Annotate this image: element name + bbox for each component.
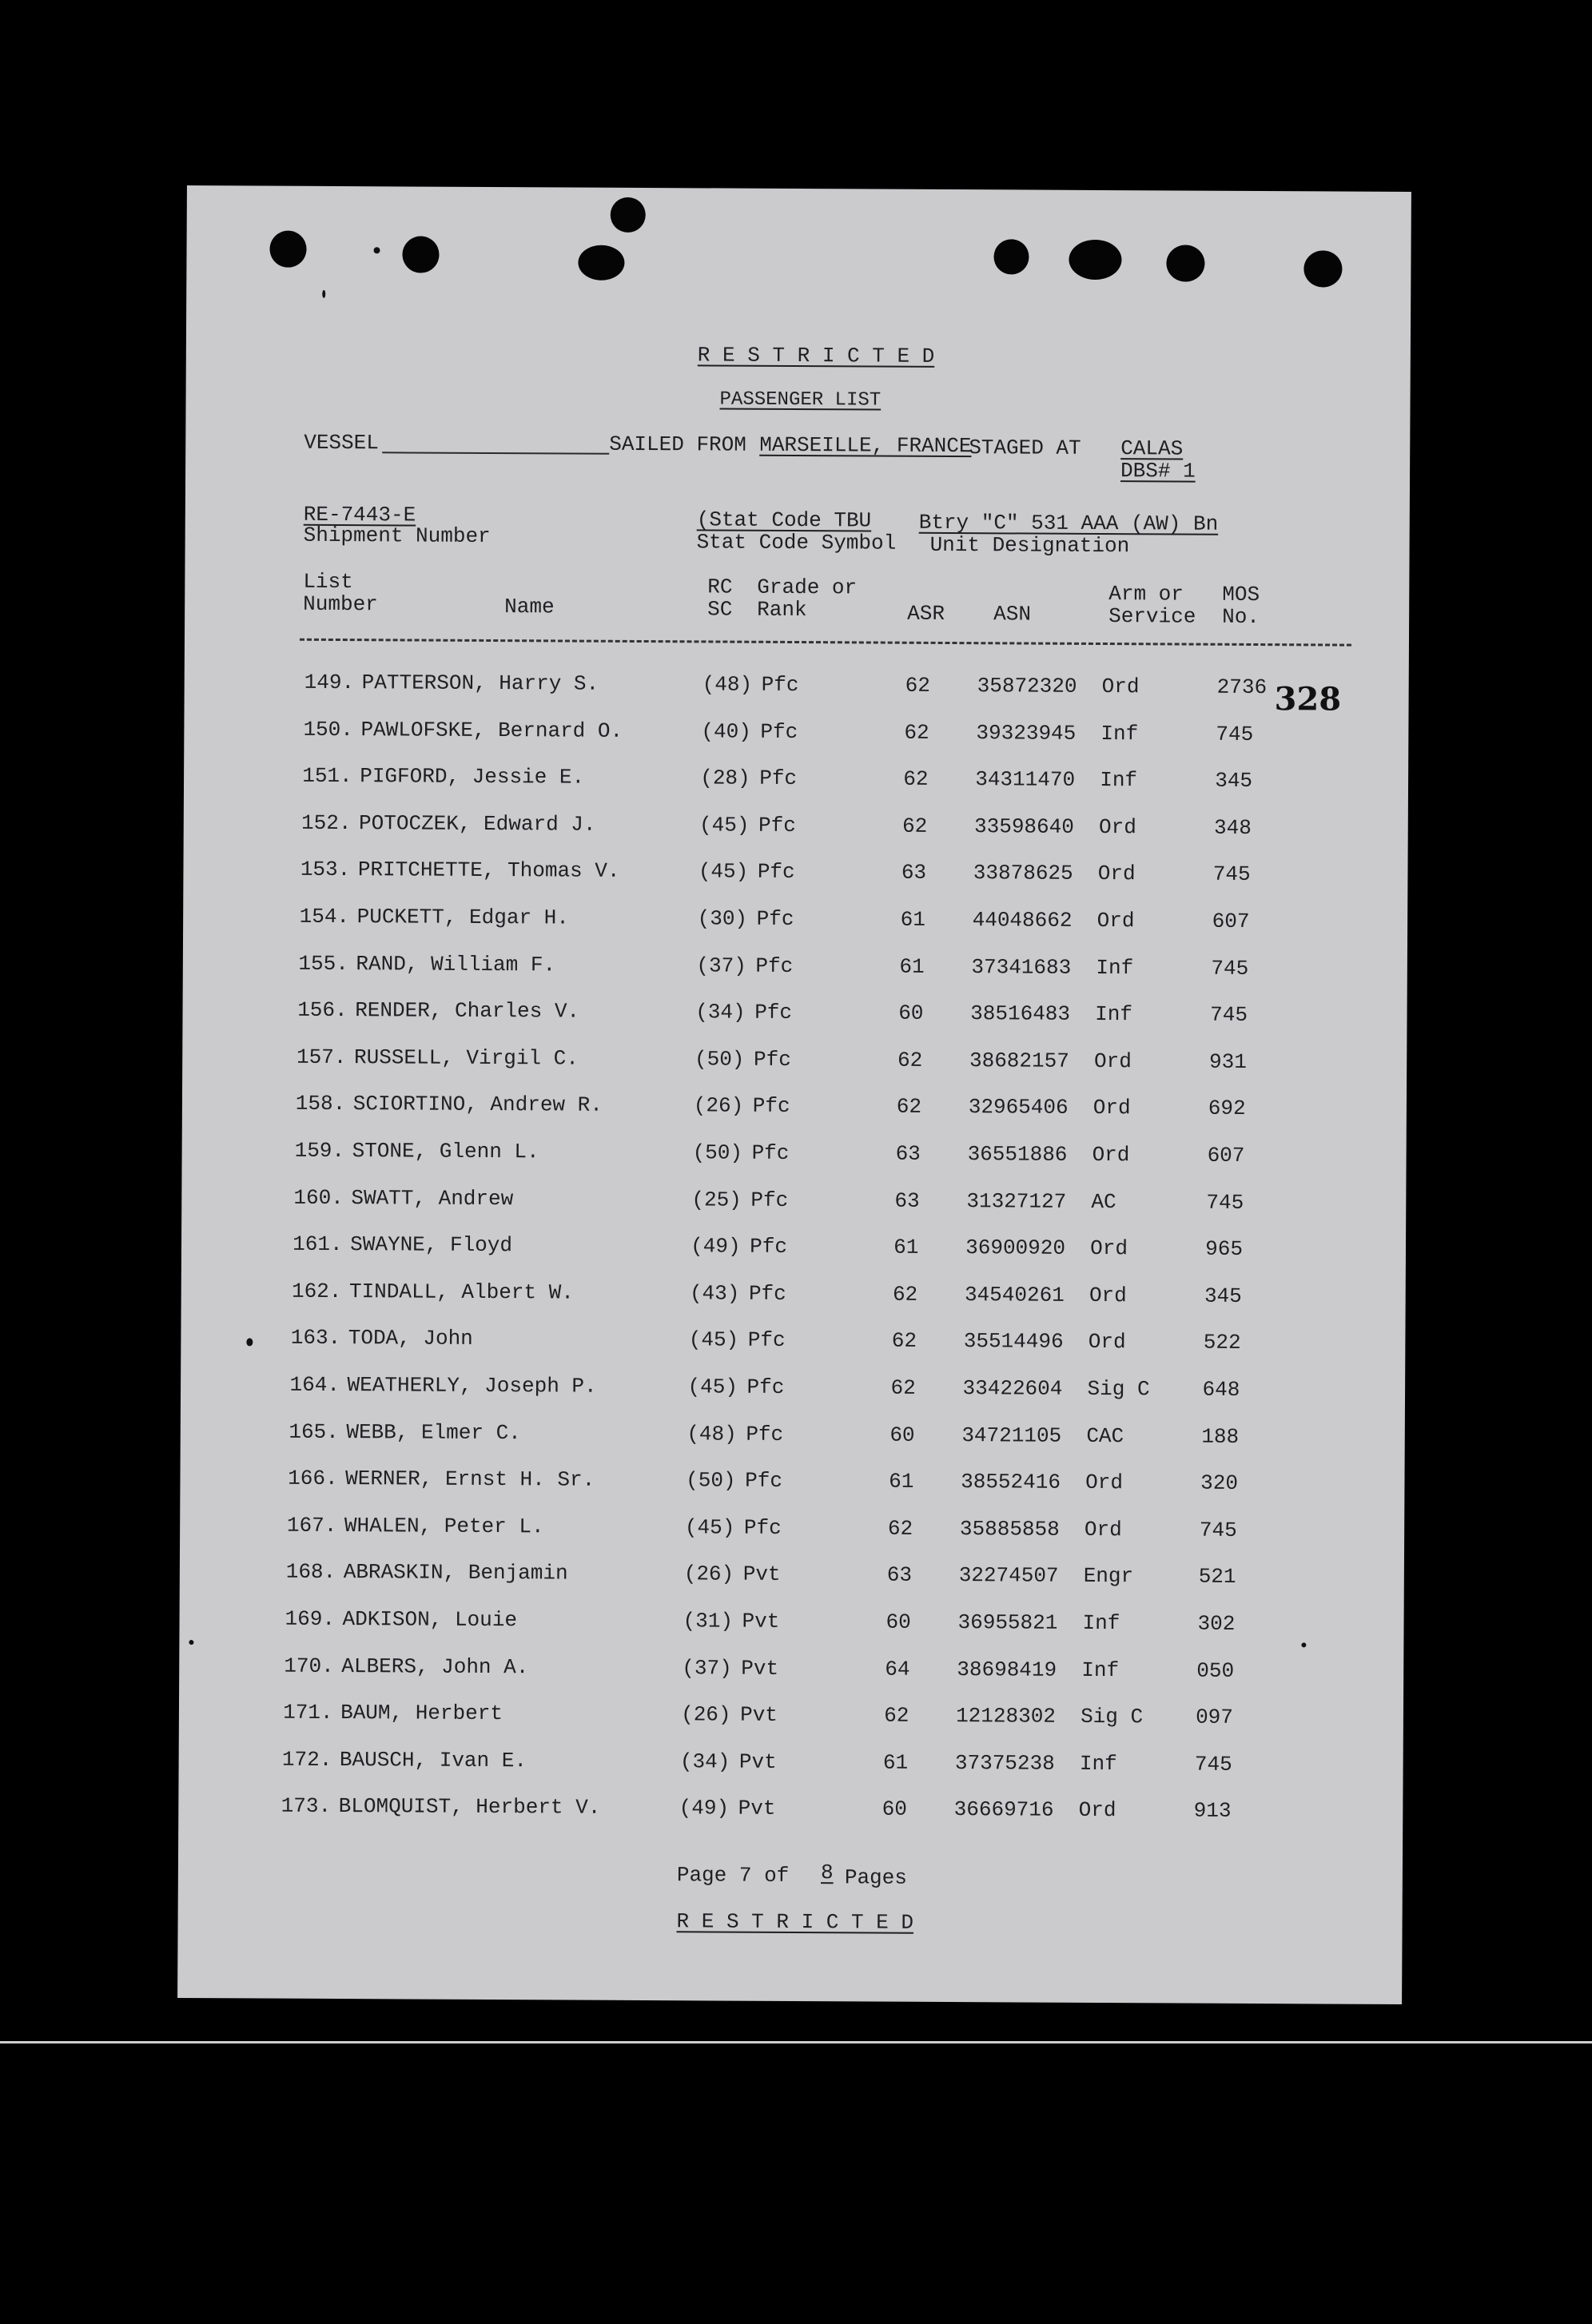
cell-rc: (48) bbox=[687, 1421, 737, 1447]
cell-grade: Pfc bbox=[745, 1468, 783, 1494]
page-count-suffix: Pages bbox=[844, 1865, 907, 1890]
cell-asr: 62 bbox=[884, 1703, 909, 1728]
cell-num: 165. bbox=[289, 1419, 339, 1444]
cell-name: POTOCZEK, Edward J. bbox=[358, 810, 596, 837]
cell-num: 153. bbox=[300, 858, 351, 882]
punch-hole bbox=[1303, 250, 1342, 287]
speck bbox=[322, 290, 325, 298]
punch-hole bbox=[993, 239, 1029, 274]
cell-name: ADKISON, Louie bbox=[342, 1607, 518, 1633]
cell-rc: (30) bbox=[697, 906, 748, 931]
punch-hole bbox=[402, 236, 439, 273]
cell-asr: 62 bbox=[892, 1282, 918, 1307]
cell-grade: Pfc bbox=[753, 1047, 791, 1072]
table-row bbox=[181, 1185, 1406, 1216]
cell-asr: 62 bbox=[905, 673, 930, 698]
cell-rc: (26) bbox=[681, 1702, 731, 1727]
cell-num: 155. bbox=[298, 951, 348, 976]
table-row bbox=[179, 1653, 1403, 1684]
staged-at-label: STAGED AT bbox=[969, 436, 1081, 460]
cell-asn: 34721105 bbox=[961, 1423, 1062, 1448]
cell-arm: Ord bbox=[1093, 1049, 1132, 1074]
sailed-from-value: MARSEILLE, FRANCE bbox=[759, 432, 972, 459]
punch-hole bbox=[611, 197, 646, 233]
cell-asr: 62 bbox=[887, 1516, 913, 1541]
table-row bbox=[181, 1372, 1405, 1403]
cell-mos: 521 bbox=[1198, 1565, 1236, 1590]
cell-asn: 31327127 bbox=[966, 1188, 1067, 1214]
cell-grade: Pvt bbox=[740, 1702, 778, 1728]
punch-hole bbox=[578, 245, 624, 281]
scanner-edge-line bbox=[0, 2041, 1592, 2043]
col-rc: RC bbox=[707, 575, 733, 599]
vessel-label: VESSEL bbox=[304, 430, 379, 456]
punch-hole bbox=[269, 231, 306, 268]
cell-asr: 63 bbox=[894, 1188, 920, 1213]
cell-grade: Pfc bbox=[756, 906, 794, 931]
cell-grade: Pfc bbox=[759, 766, 798, 791]
cell-arm: Ord bbox=[1092, 1142, 1130, 1168]
cell-name: PAWLOFSKE, Bernard O. bbox=[360, 717, 623, 743]
cell-grade: Pfc bbox=[754, 1000, 793, 1025]
cell-num: 160. bbox=[293, 1185, 344, 1210]
vessel-blank-line bbox=[382, 452, 609, 454]
table-row bbox=[179, 1606, 1403, 1637]
cell-name: SWATT, Andrew bbox=[351, 1185, 514, 1211]
cell-rc: (45) bbox=[688, 1327, 739, 1353]
cell-asr: 62 bbox=[890, 1375, 916, 1400]
stat-code-label: Stat Code Symbol bbox=[696, 530, 897, 555]
cell-arm: Inf bbox=[1082, 1610, 1120, 1636]
col-mos-no: No. bbox=[1222, 604, 1260, 630]
cell-num: 163. bbox=[290, 1326, 341, 1351]
cell-arm: Ord bbox=[1088, 1330, 1126, 1355]
table-row bbox=[184, 810, 1408, 841]
cell-asr: 61 bbox=[882, 1750, 909, 1775]
col-asn: ASN bbox=[993, 602, 1032, 627]
cell-arm: Ord bbox=[1085, 1470, 1124, 1495]
table-row bbox=[182, 1138, 1407, 1168]
cell-num: 164. bbox=[289, 1372, 340, 1398]
table-row bbox=[182, 997, 1407, 1028]
speck bbox=[189, 1640, 193, 1645]
cell-grade: Pvt bbox=[742, 1562, 781, 1587]
cell-mos: 745 bbox=[1199, 1518, 1237, 1542]
page-title: PASSENGER LIST bbox=[719, 388, 882, 412]
cell-num: 167. bbox=[286, 1513, 337, 1538]
cell-asn: 32965406 bbox=[968, 1095, 1069, 1120]
cell-mos: 745 bbox=[1194, 1752, 1232, 1777]
table-row bbox=[184, 763, 1408, 794]
cell-grade: Pfc bbox=[758, 813, 796, 838]
cell-asn: 38552416 bbox=[961, 1470, 1061, 1494]
cell-grade: Pfc bbox=[743, 1515, 782, 1540]
cell-num: 151. bbox=[302, 763, 352, 789]
table-row bbox=[181, 1325, 1405, 1355]
cell-mos: 931 bbox=[1208, 1049, 1247, 1074]
staged-at-value: CALAS bbox=[1120, 436, 1184, 461]
cell-asr: 60 bbox=[898, 1001, 924, 1026]
cell-name: ALBERS, John A. bbox=[341, 1653, 529, 1679]
cell-num: 172. bbox=[281, 1747, 332, 1772]
cell-name: STONE, Glenn L. bbox=[352, 1139, 539, 1164]
speck bbox=[1301, 1642, 1306, 1647]
table-row bbox=[183, 951, 1407, 981]
cell-asr: 62 bbox=[896, 1095, 922, 1120]
cell-name: TINDALL, Albert W. bbox=[348, 1279, 574, 1305]
table-row bbox=[181, 1232, 1406, 1262]
cell-mos: 345 bbox=[1215, 768, 1253, 794]
cell-name: PRITCHETTE, Thomas V. bbox=[357, 858, 620, 884]
cell-arm: CAC bbox=[1086, 1423, 1124, 1448]
cell-arm: Inf bbox=[1096, 955, 1134, 980]
table-row bbox=[182, 1045, 1407, 1075]
cell-name: ABRASKIN, Benjamin bbox=[343, 1560, 568, 1586]
cell-rc: (31) bbox=[683, 1609, 734, 1634]
table-row bbox=[184, 717, 1408, 747]
col-number: Number bbox=[303, 591, 378, 617]
cell-asn: 44048662 bbox=[972, 908, 1073, 933]
cell-mos: 913 bbox=[1193, 1799, 1232, 1824]
cell-rc: (45) bbox=[698, 813, 750, 838]
cell-rc: (45) bbox=[698, 859, 749, 885]
cell-grade: Pvt bbox=[738, 1749, 777, 1774]
cell-grade: Pfc bbox=[746, 1375, 785, 1399]
cell-asr: 62 bbox=[901, 814, 928, 838]
cell-rc: (40) bbox=[701, 718, 751, 744]
dbs-number: DBS# 1 bbox=[1120, 459, 1196, 484]
cell-mos: 348 bbox=[1213, 815, 1252, 840]
cell-rc: (37) bbox=[696, 953, 746, 978]
cell-mos: 745 bbox=[1212, 862, 1251, 887]
cell-num: 159. bbox=[294, 1138, 345, 1164]
cell-mos: 965 bbox=[1205, 1236, 1244, 1262]
col-arm: Arm or bbox=[1108, 582, 1184, 607]
cell-asn: 36551886 bbox=[967, 1142, 1068, 1167]
table-row bbox=[185, 670, 1409, 700]
cell-num: 158. bbox=[295, 1092, 346, 1116]
cell-asn: 38698419 bbox=[957, 1657, 1057, 1682]
cell-arm: Ord bbox=[1084, 1517, 1122, 1542]
cell-arm: Inf bbox=[1100, 768, 1138, 793]
cell-mos: 745 bbox=[1206, 1190, 1244, 1215]
cell-grade: Pfc bbox=[757, 860, 795, 885]
cell-grade: Pfc bbox=[755, 953, 794, 978]
document-page bbox=[177, 185, 1411, 2004]
cell-arm: AC bbox=[1091, 1189, 1116, 1214]
cell-name: SCIORTINO, Andrew R. bbox=[352, 1092, 603, 1118]
cell-mos: 648 bbox=[1202, 1377, 1240, 1402]
cell-asn: 35872320 bbox=[977, 674, 1077, 698]
cell-num: 152. bbox=[300, 810, 352, 835]
unit-designation: Btry "C" 531 AAA (AW) Bn bbox=[918, 510, 1219, 536]
cell-asr: 64 bbox=[885, 1657, 910, 1681]
cell-name: RENDER, Charles V. bbox=[355, 998, 580, 1024]
cell-asr: 62 bbox=[904, 720, 929, 745]
cell-mos: 320 bbox=[1200, 1470, 1239, 1496]
cell-asn: 32274507 bbox=[958, 1563, 1059, 1589]
cell-asn: 33878625 bbox=[973, 861, 1073, 886]
cell-arm: Ord bbox=[1089, 1283, 1127, 1307]
cell-grade: Pfc bbox=[750, 1234, 788, 1259]
cell-rc: (45) bbox=[687, 1375, 738, 1399]
col-asr: ASR bbox=[907, 601, 945, 626]
cell-arm: Engr bbox=[1083, 1564, 1134, 1589]
cell-rc: (25) bbox=[691, 1187, 742, 1212]
cell-mos: 2736 bbox=[1216, 675, 1268, 700]
cell-arm: Ord bbox=[1093, 1096, 1131, 1120]
cell-asr: 61 bbox=[889, 1469, 914, 1494]
cell-asn: 34311470 bbox=[975, 767, 1076, 793]
shipment-number-label: Shipment Number bbox=[303, 523, 491, 548]
cell-grade: Pfc bbox=[760, 719, 798, 744]
stat-code: (Stat Code TBU bbox=[696, 507, 872, 533]
cell-num: 170. bbox=[284, 1653, 334, 1678]
cell-asr: 63 bbox=[901, 861, 927, 885]
cell-asn: 39323945 bbox=[976, 720, 1077, 746]
cell-num: 154. bbox=[299, 904, 350, 929]
cell-asn: 33422604 bbox=[962, 1376, 1063, 1401]
cell-asn: 37341683 bbox=[971, 954, 1072, 980]
cell-arm: Ord bbox=[1078, 1798, 1116, 1823]
cell-grade: Pfc bbox=[750, 1188, 789, 1212]
cell-name: BAUSCH, Ivan E. bbox=[339, 1747, 527, 1773]
cell-rc: (28) bbox=[700, 766, 750, 790]
classification-top: R E S T R I C T E D bbox=[697, 343, 935, 368]
cell-mos: 522 bbox=[1203, 1331, 1241, 1355]
col-mos: MOS bbox=[1222, 582, 1260, 607]
cell-name: SWAYNE, Floyd bbox=[350, 1232, 513, 1258]
cell-asr: 62 bbox=[903, 766, 929, 792]
cell-num: 169. bbox=[285, 1606, 336, 1631]
cell-grade: Pfc bbox=[751, 1140, 790, 1165]
punch-hole bbox=[1069, 240, 1121, 280]
cell-mos: 607 bbox=[1207, 1143, 1245, 1168]
table-row bbox=[179, 1747, 1403, 1777]
cell-asn: 37375238 bbox=[954, 1750, 1055, 1776]
stamp-number: 328 bbox=[1274, 680, 1342, 718]
table-row bbox=[180, 1466, 1404, 1496]
cell-name: BLOMQUIST, Herbert V. bbox=[338, 1794, 601, 1821]
cell-name: PUCKETT, Edgar H. bbox=[356, 905, 569, 930]
cell-grade: Pvt bbox=[741, 1656, 779, 1681]
cell-rc: (50) bbox=[686, 1468, 736, 1493]
cell-name: WERNER, Ernst H. Sr. bbox=[345, 1466, 595, 1492]
cell-asn: 12128302 bbox=[956, 1704, 1057, 1729]
cell-num: 173. bbox=[281, 1794, 332, 1819]
cell-num: 171. bbox=[283, 1700, 333, 1725]
cell-asr: 62 bbox=[897, 1048, 923, 1072]
cell-mos: 188 bbox=[1201, 1424, 1240, 1449]
cell-asr: 61 bbox=[894, 1235, 919, 1260]
cell-num: 162. bbox=[291, 1279, 342, 1303]
table-row bbox=[180, 1513, 1404, 1543]
page-count-total: 8 bbox=[821, 1860, 834, 1885]
cell-asr: 63 bbox=[886, 1563, 913, 1588]
cell-asr: 62 bbox=[891, 1329, 917, 1354]
header-divider bbox=[300, 639, 1351, 647]
col-rank: Rank bbox=[757, 597, 807, 623]
cell-num: 150. bbox=[303, 717, 353, 742]
cell-num: 157. bbox=[296, 1045, 347, 1069]
cell-asn: 33598640 bbox=[973, 814, 1074, 839]
col-list: List bbox=[303, 569, 353, 595]
cell-name: PIGFORD, Jessie E. bbox=[360, 764, 585, 790]
shipment-number: RE-7443-E bbox=[303, 502, 416, 527]
cell-grade: Pfc bbox=[761, 672, 799, 698]
cell-asn: 36669716 bbox=[953, 1797, 1054, 1823]
page-count-prefix: Page 7 of bbox=[676, 1863, 790, 1888]
cell-asr: 63 bbox=[895, 1141, 921, 1166]
cell-name: WHALEN, Peter L. bbox=[344, 1513, 544, 1539]
cell-asr: 61 bbox=[900, 907, 925, 932]
cell-name: PATTERSON, Harry S. bbox=[361, 671, 599, 696]
cell-name: WEBB, Elmer C. bbox=[346, 1419, 521, 1445]
table-row bbox=[182, 1091, 1407, 1121]
cell-num: 161. bbox=[293, 1232, 343, 1257]
cell-rc: (50) bbox=[694, 1047, 745, 1072]
cell-asn: 34540261 bbox=[964, 1282, 1065, 1307]
cell-mos: 097 bbox=[1196, 1705, 1234, 1730]
cell-mos: 050 bbox=[1196, 1658, 1235, 1683]
cell-rc: (49) bbox=[691, 1234, 741, 1259]
speck bbox=[374, 247, 380, 253]
col-name: Name bbox=[504, 595, 555, 619]
cell-num: 166. bbox=[288, 1466, 338, 1491]
cell-arm: Ord bbox=[1098, 814, 1136, 840]
cell-num: 156. bbox=[297, 997, 348, 1023]
cell-arm: Inf bbox=[1079, 1751, 1117, 1776]
cell-mos: 607 bbox=[1212, 909, 1250, 933]
cell-rc: (50) bbox=[692, 1140, 743, 1165]
col-sc: SC bbox=[707, 597, 733, 622]
cell-name: RAND, William F. bbox=[356, 951, 556, 977]
table-row bbox=[180, 1559, 1404, 1590]
cell-mos: 345 bbox=[1204, 1283, 1242, 1308]
cell-asn: 38516483 bbox=[970, 1001, 1071, 1026]
cell-mos: 745 bbox=[1210, 1002, 1248, 1028]
cell-asn: 35514496 bbox=[963, 1329, 1064, 1355]
cell-asn: 38682157 bbox=[969, 1048, 1069, 1073]
cell-grade: Pvt bbox=[742, 1609, 780, 1634]
cell-rc: (26) bbox=[683, 1562, 734, 1587]
cell-grade: Pvt bbox=[738, 1797, 776, 1821]
cell-grade: Pfc bbox=[748, 1281, 786, 1306]
classification-bottom: R E S T R I C T E D bbox=[676, 1909, 914, 1935]
cell-arm: Ord bbox=[1096, 908, 1135, 933]
cell-name: BAUM, Herbert bbox=[340, 1701, 503, 1726]
cell-arm: Sig C bbox=[1081, 1705, 1144, 1729]
cell-rc: (34) bbox=[679, 1749, 730, 1774]
cell-rc: (37) bbox=[682, 1655, 732, 1681]
cell-arm: Ord bbox=[1101, 675, 1140, 699]
cell-arm: Inf bbox=[1100, 721, 1139, 746]
cell-mos: 745 bbox=[1211, 956, 1249, 981]
table-row bbox=[181, 1419, 1405, 1450]
table-row bbox=[183, 904, 1407, 934]
cell-asr: 60 bbox=[886, 1610, 911, 1634]
cell-arm: Inf bbox=[1081, 1657, 1120, 1682]
cell-rc: (26) bbox=[693, 1093, 744, 1119]
col-grade: Grade or bbox=[757, 575, 858, 600]
cell-arm: Inf bbox=[1095, 1002, 1133, 1027]
cell-rc: (45) bbox=[684, 1515, 735, 1540]
col-service: Service bbox=[1108, 604, 1196, 629]
cell-asr: 60 bbox=[890, 1423, 915, 1447]
punch-hole bbox=[1166, 245, 1204, 281]
table-row bbox=[179, 1700, 1403, 1730]
cell-name: TODA, John bbox=[348, 1326, 473, 1351]
cell-num: 168. bbox=[285, 1560, 336, 1585]
cell-mos: 692 bbox=[1208, 1096, 1246, 1121]
unit-designation-label: Unit Designation bbox=[929, 532, 1130, 559]
cell-grade: Pfc bbox=[746, 1422, 784, 1447]
cell-asn: 36955821 bbox=[957, 1610, 1058, 1635]
cell-arm: Ord bbox=[1097, 862, 1136, 886]
cell-asn: 35885858 bbox=[959, 1516, 1060, 1542]
cell-mos: 745 bbox=[1216, 722, 1254, 746]
cell-rc: (43) bbox=[689, 1281, 740, 1306]
table-row bbox=[181, 1279, 1406, 1309]
cell-rc: (34) bbox=[695, 1000, 746, 1025]
cell-rc: (49) bbox=[679, 1796, 730, 1821]
table-row bbox=[183, 857, 1407, 887]
cell-arm: Ord bbox=[1090, 1236, 1128, 1261]
cell-asn: 36900920 bbox=[965, 1236, 1066, 1260]
cell-asr: 60 bbox=[882, 1797, 908, 1822]
cell-arm: Sig C bbox=[1087, 1376, 1150, 1402]
cell-rc: (48) bbox=[702, 672, 753, 697]
cell-name: WEATHERLY, Joseph P. bbox=[347, 1373, 597, 1399]
cell-num: 149. bbox=[304, 670, 355, 695]
cell-grade: Pfc bbox=[747, 1328, 786, 1353]
table-row bbox=[178, 1793, 1403, 1824]
sailed-from-label: SAILED FROM bbox=[609, 432, 746, 457]
cell-name: RUSSELL, Virgil C. bbox=[353, 1045, 579, 1071]
cell-asr: 61 bbox=[899, 954, 925, 979]
cell-grade: Pfc bbox=[752, 1094, 790, 1119]
cell-mos: 302 bbox=[1197, 1611, 1236, 1636]
